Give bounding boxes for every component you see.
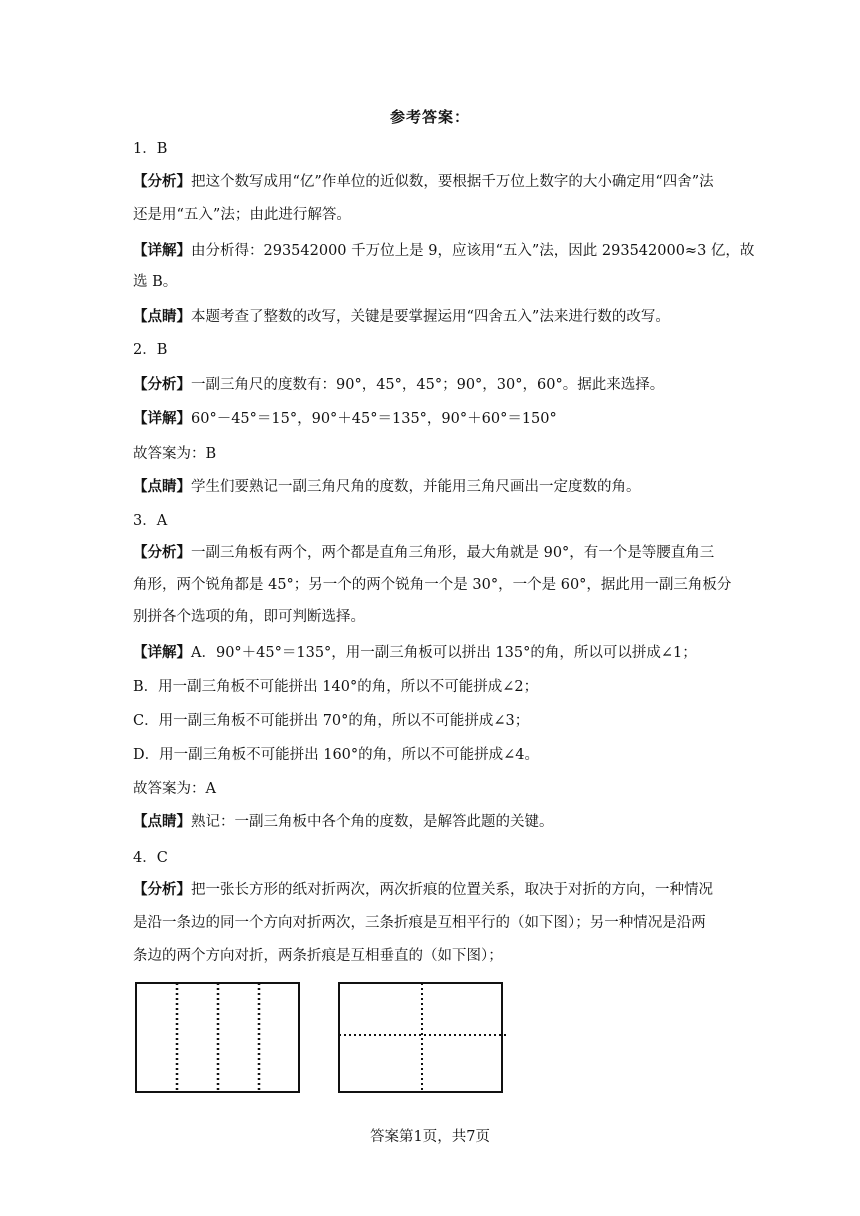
line-text: 还是用“五入”法；由此进行解答。 (133, 207, 351, 223)
text-line (133, 913, 733, 933)
line-text: 由分析得：293542000 千万位上是 9，应该用“五入”法，因此 293542000≈3 亿，故 (191, 243, 755, 259)
line-text: 2．B (133, 342, 168, 358)
text-line (133, 477, 733, 497)
line-text: 1．B (133, 141, 168, 157)
text-line (133, 880, 733, 900)
line-text: 一副三角尺的度数有：90°，45°，45°；90°，30°，60°。据此来选择。 (191, 377, 665, 393)
line-text: D．用一副三角板不可能拼出 160°的角，所以不可能拼成∠4。 (133, 747, 540, 763)
text-line (133, 409, 733, 429)
line-text: 学生们要熟记一副三角尺角的度数，并能用三角尺画出一定度数的角。 (191, 479, 641, 495)
text-line (133, 745, 733, 765)
text-line (133, 946, 733, 966)
text-line (133, 711, 733, 731)
text-line (133, 607, 733, 627)
line-text: 4．C (133, 850, 168, 866)
line-text: 把这个数写成用“亿”作单位的近似数，要根据千万位上数字的大小确定用“四舍”法 (191, 174, 714, 190)
text-line (133, 241, 755, 261)
line-text: 60°－45°＝15°，90°＋45°＝135°，90°＋60°＝150° (191, 411, 557, 427)
line-text: 是沿一条边的同一个方向对折两次，三条折痕是互相平行的（如下图）；另一种情况是沿两 (133, 915, 706, 931)
line-text: 熟记：一副三角板中各个角的度数，是解答此题的关键。 (191, 814, 554, 830)
line-text: 故答案为：A (133, 781, 216, 797)
text-line (133, 848, 733, 868)
section-tag: 【分析】 (133, 173, 191, 190)
text-line (133, 543, 733, 563)
line-text: 别拼各个选项的角，即可判断选择。 (133, 609, 365, 625)
page-footer: 答案第1页，共7页 (370, 1129, 490, 1145)
section-tag: 【详解】 (133, 242, 191, 259)
line-text: 3．A (133, 513, 168, 529)
text-line (133, 139, 733, 159)
fold-figures (135, 982, 515, 1094)
section-tag: 【分析】 (133, 881, 191, 898)
line-text: C．用一副三角板不可能拼出 70°的角，所以不可能拼成∠3； (133, 713, 530, 729)
line-text: 选 B。 (133, 274, 178, 290)
text-line (133, 511, 733, 531)
text-line (133, 779, 733, 799)
line-text: 本题考查了整数的改写，关键是要掌握运用“四舍五入”法来进行数的改写。 (191, 309, 670, 325)
section-tag: 【点睛】 (133, 308, 191, 325)
line-text: 条边的两个方向对折，两条折痕是互相垂直的（如下图）； (133, 948, 503, 964)
line-text: 把一张长方形的纸对折两次，两次折痕的位置关系，取决于对折的方向，一种情况 (191, 882, 713, 898)
line-text: 一副三角板有两个，两个都是直角三角形，最大角就是 90°，有一个是等腰直角三 (191, 545, 715, 561)
text-line (133, 812, 733, 832)
line-text: 角形，两个锐角都是 45°；另一个的两个锐角一个是 30°，一个是 60°，据此用一副三角板分 (133, 577, 732, 593)
section-tag: 【分析】 (133, 544, 191, 561)
section-tag: 【点睛】 (133, 478, 191, 495)
perpendicular-creases-figure (338, 982, 508, 1094)
line-text: B．用一副三角板不可能拼出 140°的角，所以不可能拼成∠2； (133, 679, 539, 695)
text-line (133, 172, 733, 192)
text-line (133, 677, 733, 697)
section-tag: 【点睛】 (133, 813, 191, 830)
line-text: A．90°＋45°＝135°，用一副三角板可以拼出 135°的角，所以可以拼成∠1； (191, 645, 697, 661)
text-line (133, 575, 733, 595)
text-line (133, 643, 733, 663)
text-line (133, 272, 733, 292)
line-text: 故答案为：B (133, 446, 217, 462)
text-line (133, 375, 733, 395)
section-tag: 【分析】 (133, 376, 191, 393)
text-line (133, 205, 733, 225)
text-line (133, 307, 733, 327)
section-tag: 【详解】 (133, 410, 191, 427)
page-title: 参考答案： (389, 108, 470, 126)
text-line (133, 444, 733, 464)
text-line (133, 340, 733, 360)
section-tag: 【详解】 (133, 644, 191, 661)
parallel-creases-figure (135, 982, 301, 1094)
